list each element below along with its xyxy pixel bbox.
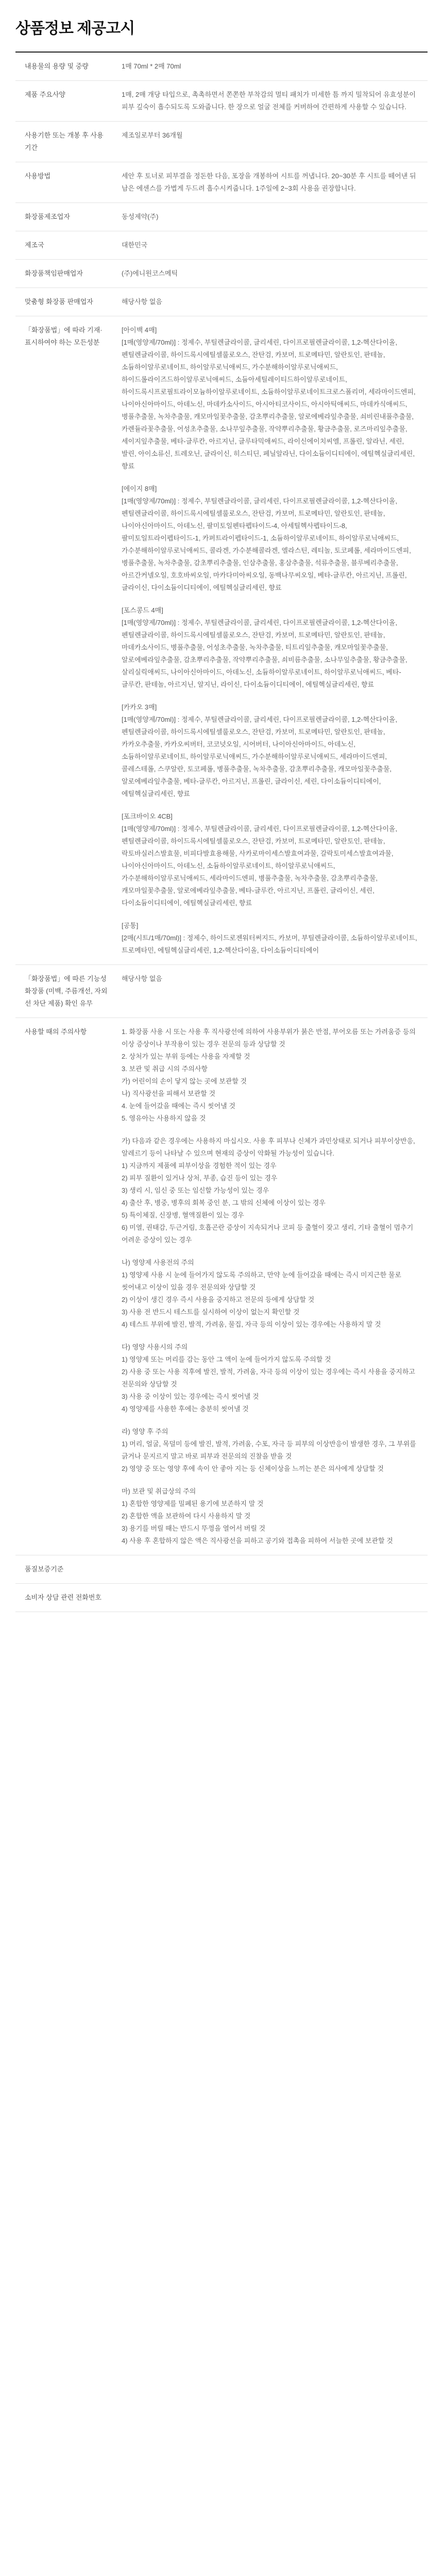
info-row-value bbox=[114, 1584, 428, 1612]
info-row-label: 화장품제조업자 bbox=[15, 203, 114, 231]
info-row-paragraph: 1매 70ml * 2매 70ml bbox=[122, 62, 181, 70]
info-row-paragraph: 해당사항 없음 bbox=[122, 298, 162, 306]
info-row bbox=[15, 162, 428, 203]
info-row-label: 사용기한 또는 개봉 후 사용기간 bbox=[15, 122, 114, 162]
product-info-table bbox=[15, 52, 428, 1612]
info-row-paragraph: 마) 보관 및 취급상의 주의 1) 혼합한 영양제를 밀폐된 용기에 보존하지 말 것 2) 혼합한 액을 보관하여 다시 사용하지 말 것 3) 용기를 버릴 때는 반드시 뚜껑을 열어서 버릴 것 4) 사용 후 혼합하지 않은 액은 직사광선을 피하고 공기와 접촉을 피하여 서늘한 곳에 보관할 것 bbox=[122, 1487, 393, 1545]
info-row-paragraph: [포크바이오 4CB] [1매(영양제/70ml)] : 정제수, 부틸렌글라이콜, 글리세린, 다이프로필렌글라이콜, 1,2-헥산다이올, 펜틸렌글라이콜, 하이드록시에틸셀룰로오스, 잔탄검, 카보머, 트로메타민, 알란토인, 판테놀, 락토바실러스발효물, 비피다발효용해물, 사카로마이세스발효여과물, 갈락토미세스발효여과물, 나이아신아마이드, 아데노신, 소듐하이알루로네이트, 하이알루로닉애씨드, 가수분해하이알루로닉애씨드, 세라마이드엔피, 병풀추출물, 녹차추출물, 감초뿌리추출물, 캐모마일꽃추출물, 알로에베라잎추출물, 베타-글루칸, 아르지닌, 프롤린, 글라이신, 세린, 다이소듐이디티에이, 에틸헥실글리세린, 향료 bbox=[122, 812, 398, 907]
info-row-paragraph: 나) 영양제 사용전의 주의 1) 영양제 사용 시 눈에 들어가지 않도록 주의하고, 만약 눈에 들어갔을 때에는 즉시 미지근한 물로 씻어내고 이상이 있을 경우 전문의와 상담할 것 2) 이상이 생긴 경우 즉시 사용을 중지하고 전문의 등에게 상담할 것 3) 사용 전 반드시 테스트를 실시하여 이상이 없는지 확인할 것 4) 테스트 부위에 발진, 발적, 가려움, 물집, 자극 등의 이상이 있는 경우에는 사용하지 말 것 bbox=[122, 1259, 401, 1328]
info-row bbox=[15, 316, 428, 965]
info-row bbox=[15, 1584, 428, 1612]
info-row-paragraph: 대한민국 bbox=[122, 241, 148, 249]
info-row bbox=[15, 122, 428, 162]
info-row-paragraph: 라) 영양 후 주의 1) 머리, 얼굴, 목덜미 등에 발진, 발적, 가려움, 수포, 자극 등 피부의 이상반응이 발생한 경우, 그 부위를 긁거나 문지르지 말고 바로 피부과 전문의의 진찰을 받을 것 2) 영양 중 또는 영양 후에 속이 안 좋아 지는 등 신체이상을 느끼는 분은 의사에게 상담할 것 bbox=[122, 1428, 416, 1472]
info-row-label: 화장품책임판매업자 bbox=[15, 260, 114, 288]
info-row-paragraph: [아이백 4매] [1매(영양제/70ml)] : 정제수, 부틸렌글라이콜, 글리세린, 다이프로필렌글라이콜, 1,2-헥산다이올, 펜틸렌글라이콜, 하이드록시에틸셀룰로오스, 잔탄검, 카보머, 트로메타민, 알란토인, 판테놀, 소듐하이알루로네이트, 하이알루로닉애씨드, 가수분해하이알루로닉애씨드, 하이드롤라이즈드하이알루로닉애씨드, 소듐아세틸레이티드하이알루로네이트, 하이드록시프로필트라이모늄하이알루로네이트, 소듐하이알루로네이트크로스폴리머, 세라마이드엔피, 나이아신아마이드, 아데노신, 마데카소사이드, 아시아티코사이드, 아시아틱애씨드, 마데카식애씨드, 병풀추출물, 녹차추출물, 캐모마일꽃추출물, 감초뿌리추출물, 알로에베라잎추출물, 쇠비린내풀추출물, 카렌듈라꽃추출물, 어성초추출물, 소나무잎추출물, 작약뿌리추출물, 황금추출물, 로즈마리잎추출물, 세이지잎추출물, 베타-글루칸, 아르지닌, 글루타믹애씨드, 라이신에이치씨엘, 프롤린, 알라닌, 세린, 발린, 아이소류신, 트레오닌, 글라이신, 히스티딘, 페닐알라닌, 다이소듐이디티에이, 에틸헥실글리세린, 향료 bbox=[122, 326, 416, 470]
info-row bbox=[15, 52, 428, 81]
info-row bbox=[15, 965, 428, 1018]
info-row-paragraph: 다) 영양 사용시의 주의 1) 영양제 또는 머리를 감는 동안 그 액이 눈에 들어가지 않도록 주의할 것 2) 사용 중 또는 사용 직후에 발진, 발적, 가려움, 자극 등의 이상이 있는 경우에는 즉시 사용을 중지하고 전문의와 상담할 것 3) 사용 중 이상이 있는 경우에는 즉시 씻어낼 것 4) 영양제를 사용한 후에는 충분히 씻어낼 것 bbox=[122, 1343, 415, 1413]
info-row-paragraph: 1. 화장품 사용 시 또는 사용 후 직사광선에 의하여 사용부위가 붉은 반점, 부어오름 또는 가려움증 등의 이상 증상이나 부작용이 있는 경우 전문의 등과 상담할 것 2. 상처가 있는 부위 등에는 사용을 자제할 것 3. 보관 및 취급 시의 주의사항 가) 어린이의 손이 닿지 않는 곳에 보관할 것 나) 직사광선을 피해서 보관할 것 4. 눈에 들어갔을 때에는 즉시 씻어낼 것 5. 영유아는 사용하지 않을 것 bbox=[122, 1028, 416, 1122]
info-row-paragraph: 세안 후 토너로 피부결을 정돈한 다음, 포장을 개봉하여 시트를 꺼냅니다. 20~30분 후 시트를 떼어낸 뒤 남은 에센스를 가볍게 두드려 흡수시켜줍니다. 1주일에 2~3회 사용을 권장합니다. bbox=[122, 172, 418, 192]
info-row-value bbox=[114, 288, 428, 316]
info-row-paragraph: (주)에니원코스메틱 bbox=[122, 269, 178, 277]
info-row-label: 사용방법 bbox=[15, 162, 114, 203]
product-info-table-body bbox=[15, 52, 428, 1612]
info-row-label: 품질보증기준 bbox=[15, 1555, 114, 1584]
info-row-paragraph: [카카오 3매] [1매(영양제/70ml)] : 정제수, 부틸렌글라이콜, 글리세린, 다이프로필렌글라이콜, 1,2-헥산다이올, 펜틸렌글라이콜, 하이드록시에틸셀룰로오스, 잔탄검, 카보머, 트로메타민, 알란토인, 판테놀, 카카오추출물, 카카오씨버터, 코코넛오일, 시어버터, 나이아신아마이드, 아데노신, 소듐하이알루로네이트, 하이알루로닉애씨드, 가수분해하이알루로닉애씨드, 세라마이드엔피, 콜레스테롤, 스쿠알란, 토코페롤, 병풀추출물, 녹차추출물, 감초뿌리추출물, 캐모마일꽃추출물, 알로에베라잎추출물, 베타-글루칸, 아르지닌, 프롤린, 글라이신, 세린, 다이소듐이디티에이, 에틸헥실글리세린, 향료 bbox=[122, 703, 398, 798]
info-row-value bbox=[114, 316, 428, 965]
info-row-paragraph: 가) 다음과 같은 경우에는 사용하지 마십시오. 사용 후 피부나 신체가 과민상태로 되거나 피부이상반응, 알레르기 등이 나타날 수 있으며 현재의 증상이 악화될 가능성이 있습니다. 1) 지금까지 제품에 피부이상을 경험한 적이 있는 경우 2) 피부 질환이 있거나 상처, 부종, 습진 등이 있는 경우 3) 생리 시, 임신 중 또는 임신할 가능성이 있는 경우 4) 출산 후, 병중, 병후의 회복 중인 분, 그 밖의 신체에 이상이 있는 경우 5) 특이체질, 신장병, 혈액질환이 있는 경우 6) 미열, 권태감, 두근거림, 호흡곤란 증상이 지속되거나 코피 등 출혈이 잦고 생리, 기타 출혈이 멈추기 어려운 증상이 있는 경우 bbox=[122, 1137, 415, 1244]
info-row-value bbox=[114, 1555, 428, 1584]
info-row-paragraph: 동성제약(주) bbox=[122, 213, 159, 221]
info-row-label: 제품 주요사양 bbox=[15, 81, 114, 122]
info-row-value bbox=[114, 231, 428, 260]
info-row-paragraph: [에이지 8매] [1매(영양제/70ml)] : 정제수, 부틸렌글라이콜, 글리세린, 다이프로필렌글라이콜, 1,2-헥산다이올, 펜틸렌글라이콜, 하이드록시에틸셀룰로오스, 잔탄검, 카보머, 트로메타민, 알란토인, 판테놀, 나이아신아마이드, 아데노신, 팔미토일펜타펩타이드-4, 아세틸헥사펩타이드-8, 팔미토일트라이펩타이드-1, 카퍼트라이펩타이드-1, 소듐하이알루로네이트, 하이알루로닉애씨드, 가수분해하이알루로닉애씨드, 콜라겐, 가수분해콜라겐, 엘라스틴, 레티놀, 토코페롤, 세라마이드엔피, 병풀추출물, 녹차추출물, 감초뿌리추출물, 인삼추출물, 홍삼추출물, 석류추출물, 블루베리추출물, 아르간커넬오일, 호호바씨오일, 마카다미아씨오일, 동백나무씨오일, 베타-글루칸, 아르지닌, 프롤린, 글라이신, 다이소듐이디티에이, 에틸헥실글리세린, 향료 bbox=[122, 485, 411, 591]
info-row-value bbox=[114, 260, 428, 288]
info-row-label: 「화장품법」에 따라 기재·표시하여야 하는 모든성분 bbox=[15, 316, 114, 965]
info-row-value bbox=[114, 162, 428, 203]
info-row-label: 제조국 bbox=[15, 231, 114, 260]
info-row-paragraph: [포스콩드 4매] [1매(영양제/70ml)] : 정제수, 부틸렌글라이콜, 글리세린, 다이프로필렌글라이콜, 1,2-헥산다이올, 펜틸렌글라이콜, 하이드록시에틸셀룰로오스, 잔탄검, 카보머, 트로메타민, 알란토인, 판테놀, 마데카소사이드, 병풀추출물, 어성초추출물, 녹차추출물, 티트리잎추출물, 캐모마일꽃추출물, 알로에베라잎추출물, 감초뿌리추출물, 작약뿌리추출물, 쇠비름추출물, 소나무잎추출물, 황금추출물, 살리실릭애씨드, 나이아신아마이드, 아데노신, 소듐하이알루로네이트, 하이알루로닉애씨드, 베타-글루칸, 판테놀, 아르지닌, 알지닌, 라이신, 다이소듐이디티에이, 에틸헥실글리세린, 향료 bbox=[122, 606, 407, 688]
info-row-value bbox=[114, 965, 428, 1018]
info-row-paragraph: [공통] [2매(시트/1매/70ml)] : 정제수, 하이드로젠워터써지드, 카보머, 부틸렌글라이콜, 소듐하이알루로네이트, 트로메타민, 에틸헥실글리세린, 1,2-헥산다이올, 다이소듐이디티에이 bbox=[122, 922, 417, 954]
info-row bbox=[15, 203, 428, 231]
info-row bbox=[15, 231, 428, 260]
info-row bbox=[15, 81, 428, 122]
info-row-label: 내용물의 용량 및 중량 bbox=[15, 52, 114, 81]
info-row-label: 「화장품법」에 따른 기능성 화장품 (미백, 주름개선, 자외선 차단 제품) 확인 유무 bbox=[15, 965, 114, 1018]
info-row bbox=[15, 260, 428, 288]
info-row-value bbox=[114, 81, 428, 122]
info-row-label: 맞춤형 화장품 판매업자 bbox=[15, 288, 114, 316]
info-row-paragraph: 1매, 2매 개당 타입으로, 촉촉하면서 쫀쫀한 부착감의 멀티 패치가 미세한 틈 까지 밀착되어 유효성분이 피부 깊숙이 흡수되도록 도와줍니다. 한 장으로 얼굴 전체를 커버하여 간편하게 사용할 수 있습니다. bbox=[122, 91, 418, 111]
info-row-value bbox=[114, 203, 428, 231]
info-row-value bbox=[114, 52, 428, 81]
info-row bbox=[15, 1018, 428, 1555]
info-row-paragraph: 제조일로부터 36개월 bbox=[122, 131, 183, 139]
info-row-paragraph: 해당사항 없음 bbox=[122, 975, 162, 982]
info-row-label: 소비자 상담 관련 전화번호 bbox=[15, 1584, 114, 1612]
info-row-value bbox=[114, 1018, 428, 1555]
info-row-label: 사용할 때의 주의사항 bbox=[15, 1018, 114, 1555]
info-row bbox=[15, 1555, 428, 1584]
info-row-value bbox=[114, 122, 428, 162]
page-title: 상품정보 제공고시 bbox=[15, 20, 135, 37]
info-row bbox=[15, 288, 428, 316]
